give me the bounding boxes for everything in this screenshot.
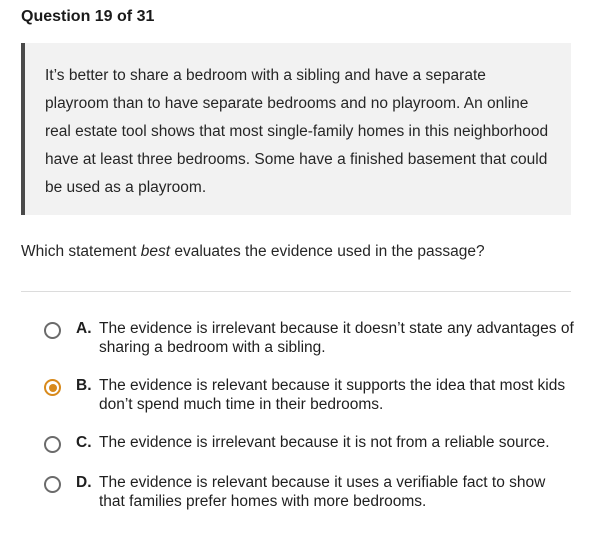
option-text-d: The evidence is relevant because it uses a verifiable fact to show that families prefer homes with more bedrooms. bbox=[99, 474, 546, 510]
radio-button-c[interactable] bbox=[44, 436, 61, 453]
option-letter-b: B. bbox=[76, 377, 92, 394]
answer-option-b[interactable] bbox=[44, 376, 584, 414]
answer-option-d[interactable] bbox=[44, 473, 584, 511]
divider bbox=[21, 291, 571, 292]
answer-option-c[interactable] bbox=[44, 433, 584, 453]
option-letter-a: A. bbox=[76, 320, 92, 337]
answer-option-a[interactable] bbox=[44, 319, 584, 357]
option-text-c: The evidence is irrelevant because it is not from a reliable source. bbox=[99, 434, 550, 451]
passage-text: It’s better to share a bedroom with a sibling and have a separate playroom than to have separate bedrooms and no playroom. An online real estate tool shows that most single-family homes in this neighborhood have at least three bedrooms. Some have a finished basement that could be used as a playroom. bbox=[45, 67, 549, 196]
radio-button-d[interactable] bbox=[44, 476, 61, 493]
option-letter-d: D. bbox=[76, 474, 92, 491]
option-text-a: The evidence is irrelevant because it doesn’t state any advantages of sharing a bedroom with a sibling. bbox=[99, 320, 574, 356]
prompt-before: Which statement bbox=[21, 243, 141, 260]
prompt-after: evaluates the evidence used in the passage? bbox=[170, 243, 485, 260]
question-counter: Question 19 of 31 bbox=[21, 8, 155, 25]
passage-box bbox=[21, 43, 571, 215]
question-prompt bbox=[21, 243, 485, 261]
option-text-b: The evidence is relevant because it supports the idea that most kids don’t spend much time in their bedrooms. bbox=[99, 377, 566, 413]
radio-button-a[interactable] bbox=[44, 322, 61, 339]
prompt-emphasis: best bbox=[140, 243, 171, 260]
radio-button-b[interactable] bbox=[44, 379, 61, 396]
option-letter-c: C. bbox=[76, 434, 92, 451]
